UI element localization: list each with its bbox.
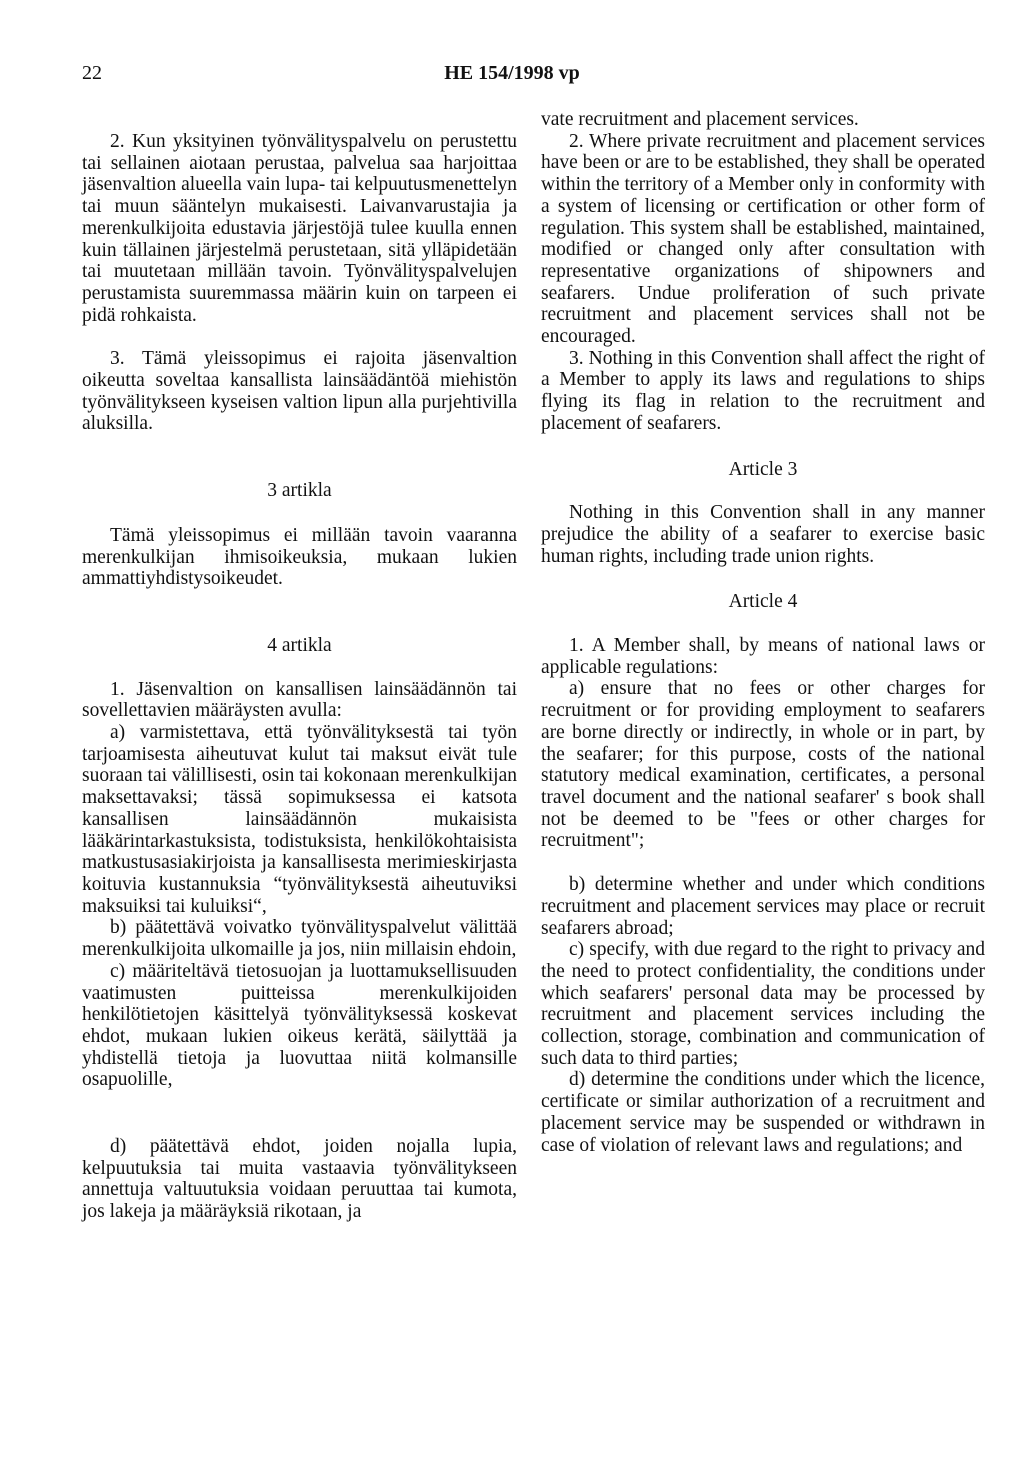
en-article-3-text: Nothing in this Convention shall in any manner prejudice the ability of a seafarer to exercise basic human rights, including trade union rights. (541, 502, 985, 567)
fi-paragraph-2: 2. Kun yksityinen työnvälityspalvelu on perustettu tai sellainen aiotaan perustaa, palvelua saa harjoittaa jäsenvaltion alueella vain lupa- tai kelpuutusmenettelyn tai muun sääntelyn mukaisesti. Laivanvarustajia ja merenkulkijoita edustavia järjestöjä tulee kuulla ennen kuin tällainen järjestelmä perustetaan, sitä ylläpidetään tai muutetaan millään tavoin. Työnvälityspalvelujen perustamista suuremmassa määrin kuin on tarpeen ei pidä rohkaista. (82, 131, 517, 326)
en-article-4-c: c) specify, with due regard to the right to privacy and the need to protect confidentiality, the conditions under which seafarers' personal data may be processed by recruitment and placement services including the collection, storage, combination and communication of such data to third parties; (541, 939, 985, 1069)
fi-article-4-b: b) päätettävä voivatko työnvälityspalvelut välittää merenkulkijoita ulkomaille ja jos, niin millaisin ehdoin, (82, 917, 517, 961)
en-article-4-p1: 1. A Member shall, by means of national laws or applicable regulations: (541, 635, 985, 678)
fi-article-3-text: Tämä yleissopimus ei millään tavoin vaaranna merenkulkijan ihmisoikeuksia, mukaan lukien ammattiyhdistysoikeudet. (82, 524, 517, 590)
fi-article-4-c: c) määriteltävä tietosuojan ja luottamuksellisuuden vaatimusten puitteissa merenkulkijoiden henkilötietojen käsittelyä työnvälityksessä koskevat ehdot, mukaan lukien oikeus kerätä, säilyttää ja yhdistellä tietoja ja luovuttaa niitä kolmansille osapuolille, (82, 960, 517, 1091)
en-article-3-heading: Article 3 (728, 458, 798, 480)
en-paragraph-3: 3. Nothing in this Convention shall affect the right of a Member to apply its laws and regulations to ships flying its flag in relation to the recruitment and placement of seafarers. (541, 347, 985, 434)
finnish-column (82, 131, 517, 1223)
fi-article-3-heading: 3 artikla (267, 480, 332, 502)
fi-article-4-a: a) varmistettava, että työnvälityksestä tai työn tarjoamisesta aiheutuvat kulut tai maksut eivät tule suoraan tai välillisesti, osin tai kokonaan merenkulkijan maksettavaksi; tässä sopimuksessa ei katsota kansallisen lainsäädännön mukaisista lääkärintarkastuksista, todistuksista, henkilökohtaisista matkustusasiakirjoista ja kansallisesta merimieskirjasta koituvia kustannuksia “työnvälityksestä aiheutuviksi maksuiksi tai kuluiksi“, (82, 722, 517, 917)
english-column (541, 109, 985, 1156)
fi-article-4-heading: 4 artikla (267, 634, 332, 656)
page-number: 22 (82, 62, 102, 84)
en-article-4-d: d) determine the conditions under which the licence, certificate or similar authorization of a recruitment and placement service may be suspended or withdrawn in case of violation of relevant laws and regulations; and (541, 1069, 985, 1156)
en-article-4-heading: Article 4 (728, 591, 798, 613)
fi-paragraph-3: 3. Tämä yleissopimus ei rajoita jäsenvaltion oikeutta soveltaa kansallista lainsäädäntöä miehistön työnvälitykseen kyseisen valtion lipun alla purjehtivilla aluksilla. (82, 348, 517, 435)
en-article-4-b: b) determine whether and under which conditions recruitment and placement services may place or recruit seafarers abroad; (541, 874, 985, 939)
en-article-4-a: a) ensure that no fees or other charges for recruitment or for providing employment to seafarers are borne directly or indirectly, in whole or in part, by the seafarer; for this purpose, costs of the national statutory medical examination, certificates, a personal travel document and the national seafarer' s book shall not be deemed to be "fees or other charges for recruitment"; (541, 678, 985, 852)
en-paragraph-1-continuation: vate recruitment and placement services. (541, 109, 859, 130)
en-paragraph-2: 2. Where private recruitment and placement services have been or are to be established, they shall be operated within the territory of a Member only in conformity with a system of licensing or certification or other form of regulation. This system shall be established, maintained, modified or changed only after consultation with representative organizations of shipowners and seafarers. Undue proliferation of such private recruitment and placement services shall not be encouraged. (541, 130, 985, 348)
fi-article-4-d: d) päätettävä ehdot, joiden nojalla lupia, kelpuutuksia tai muita vastaavia työnvälitykseen annettuja valtuutuksia voidaan peruuttaa tai kumota, jos lakeja ja määräyksiä rikotaan, ja (82, 1136, 517, 1223)
fi-article-4-p1: 1. Jäsenvaltion on kansallisen lainsäädännön tai sovellettavien määräysten avulla: (82, 678, 517, 722)
document-reference: HE 154/1998 vp (444, 62, 580, 84)
